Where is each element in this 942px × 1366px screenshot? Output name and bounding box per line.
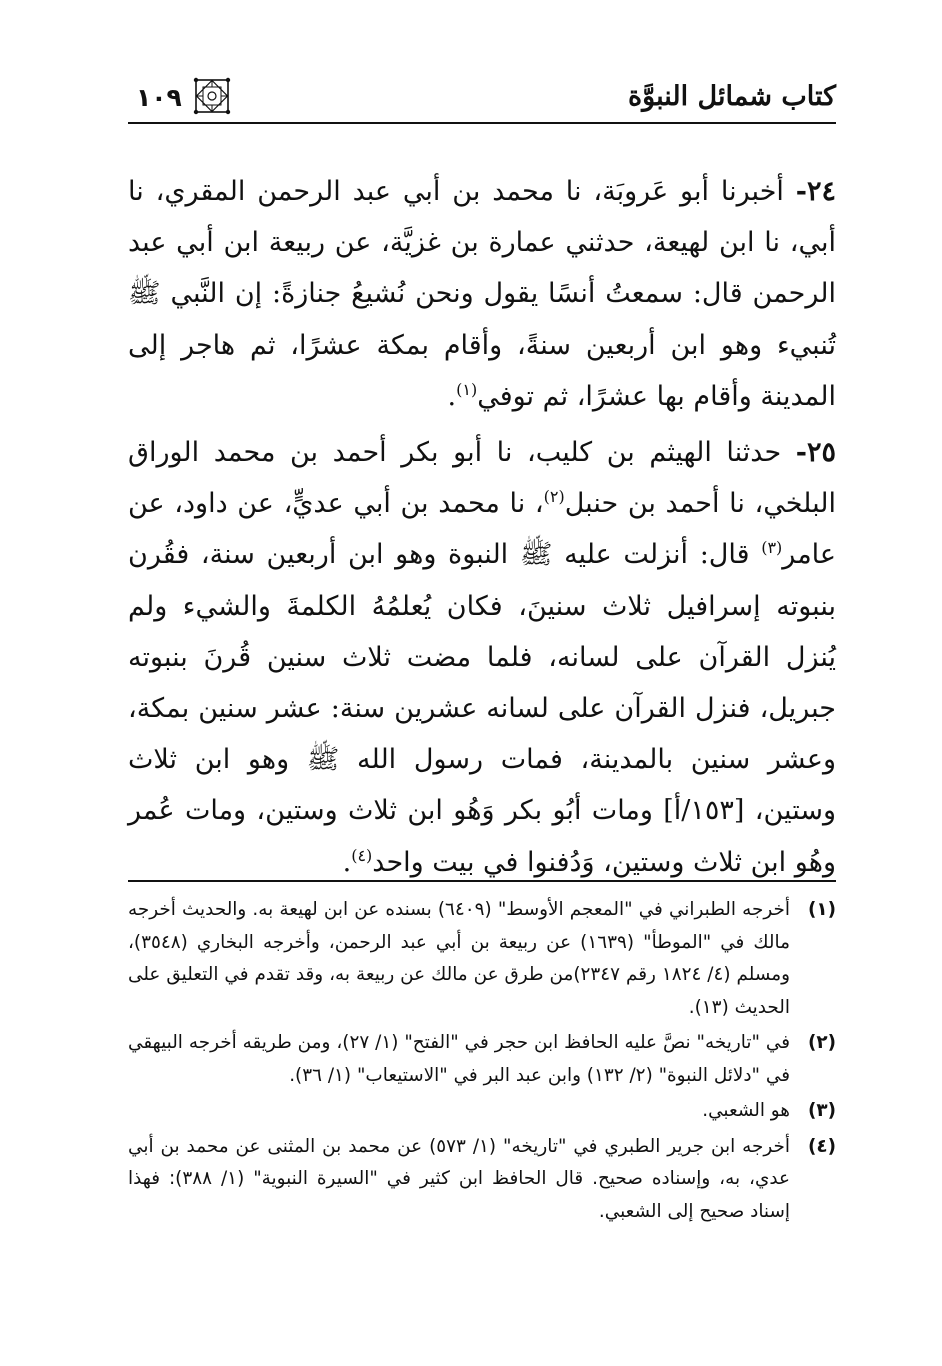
ornament-icon [192, 76, 232, 116]
hadith-number: ٢٤- [795, 176, 836, 207]
footnote-number: (١) [807, 899, 836, 920]
header-rule [128, 122, 836, 124]
footnote-number: (٢) [807, 1032, 836, 1053]
footnote-number: (٣) [807, 1100, 836, 1121]
footnote-ref: (٤) [351, 845, 373, 865]
footnote-ref: (٣) [761, 538, 783, 558]
hadith-number: ٢٥- [795, 437, 836, 469]
hadith-text: قال: أنزلت عليه ﷺ النبوة وهو ابن أربعين سنة، فقُرن بنبوته إسرافيل ثلاث سنينَ، فكان يُعلمُهُ الكلمةَ والشيء ولم يُنزل القرآن على لسانه، فلما مضت ثلاث سنين قُرنَ بنبوته جبريل، فنزل القرآن على لسانه عشرين سنة: عشر سنين بمكة، وعشر سنين بالمدينة، فمات رسول الله ﷺ وهو ابن ثلاث وستين، [١٥٣/أ] ومات أبُو بكر وَهُو ابن ثلاث وستين، ومات عُمر وهُو ابن ثلاث وستين، وَدُفنوا في بيت واحد [128, 539, 836, 878]
footnote-text: في "تاريخه" نصَّ عليه الحافظ ابن حجر في "الفتح" (١/ ٢٧)، ومن طريقه أخرجه البيهقي في "دلائل النبوة" (٢/ ١٣٢) وابن عبد البر في "الاستيعاب" (١/ ٣٦). [128, 1032, 790, 1086]
footnote-ref: (٢) [543, 487, 565, 507]
footnote-rule [128, 880, 836, 882]
footnote-ref: (١) [456, 379, 478, 399]
footnote-text: أخرجه ابن جرير الطبري في "تاريخه" (١/ ٥٧٣) عن محمد بن المثنى عن محمد بن أبي عدي، به، وإسناده صحيح. قال الحافظ ابن كثير في "السيرة النبوية" (١/ ٣٨٨): فهذا إسناد صحيح إلى الشعبي. [128, 1135, 791, 1222]
footnote-text: هو الشعبي. [702, 1100, 790, 1121]
footnote-number: (٤) [807, 1135, 836, 1157]
page-number: ١٠٩ [136, 83, 182, 112]
footnote [128, 1027, 836, 1092]
hadith-paragraph [128, 427, 836, 888]
running-header [128, 74, 836, 124]
footnote [128, 1095, 836, 1128]
footnote-text: أخرجه الطبراني في "المعجم الأوسط" (٦٤٠٩) بسنده عن ابن لهيعة به. والحديث أخرجه مالك في "الموطأ" (١٦٣٩) عن ربيعة بن أبي عبد الرحمن، وأخرجه البخاري (٣٥٤٨)، ومسلم (٤/ ١٨٢٤ رقم ٢٣٤٧)من طرق عن مالك عن ربيعة به، وقد تقدم في التعليق على الحديث (١٣). [128, 899, 790, 1018]
hadith-text: أخبرنا أبو عَروبَة، نا محمد بن أبي عبد الرحمن المقري، نا أبي، نا ابن لهيعة، حدثني عمارة بن غزيَّة، عن ربيعة ابن أبي عبد الرحمن قال: سمعتُ أنسًا يقول ونحن نُشيعُ جنازةً: إن النَّبي ﷺ تُنبيء وهو ابن أربعين سنةً، وأقام بمكة عشرًا، ثم هاجر إلى المدينة وأقام بها عشرًا، ثم توفي [128, 176, 836, 412]
footnotes [128, 894, 836, 1231]
book-title: كتاب شمائل النبوَّة [628, 81, 836, 112]
hadith-paragraph [128, 166, 836, 422]
hadith-text: . [447, 380, 457, 412]
hadith-text: حدثنا الهيثم بن كليب، نا أبو بكر أحمد بن محمد الوراق البلخي، نا أحمد بن حنبل [128, 437, 836, 520]
hadith-text: ، نا محمد بن أبي عديٍّ، عن داود، عن عامر [128, 488, 836, 571]
hadith-text: . [342, 846, 352, 878]
footnote [128, 1131, 836, 1229]
main-text [128, 166, 836, 888]
footnote [128, 894, 836, 1024]
